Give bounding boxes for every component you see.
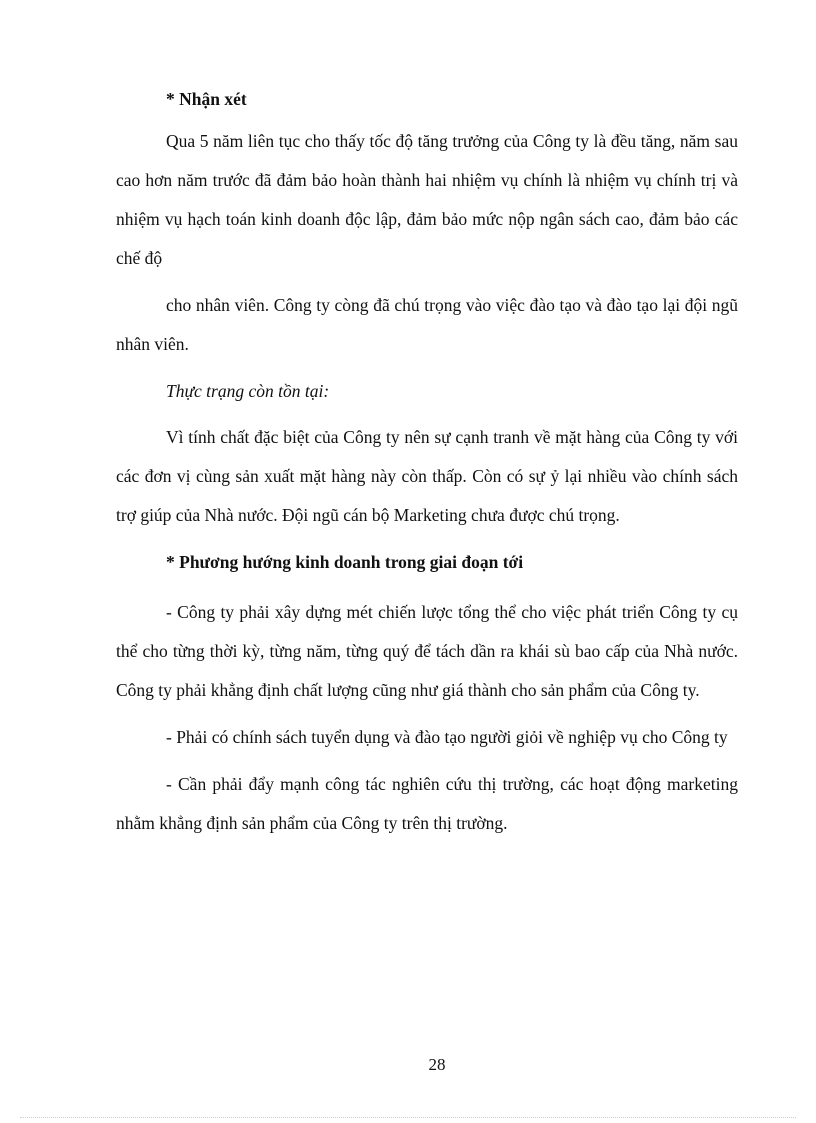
remark-heading: * Nhận xét bbox=[166, 89, 247, 109]
page-bottom-divider bbox=[20, 1117, 796, 1118]
direction-item-2: - Phải có chính sách tuyển dụng và đào tạo người giỏi về nghiệp vụ cho Công ty bbox=[166, 727, 728, 747]
remark-paragraph-1: Qua 5 năm liên tục cho thấy tốc độ tăng trưởng của Công ty là đều tăng, năm sau cao hơn năm trước đã đảm bảo hoàn thành hai nhiệm vụ chính là nhiệm vụ chính trị và nhiệm vụ hạch toán kinh doanh độc lập, đảm bảo mức nộp ngân sách cao, đảm bảo các chế độ bbox=[116, 131, 738, 268]
issues-heading: Thực trạng còn tồn tại: bbox=[166, 381, 330, 401]
page-body bbox=[116, 84, 738, 843]
direction-item-1: - Công ty phải xây dựng mét chiến lược tổng thể cho việc phát triển Công ty cụ thể cho từng thời kỳ, từng năm, từng quý để tách dần ra khái sù bao cấp của Nhà nước. Công ty phải khẳng định chất lượng cũng như giá thành cho sản phẩm của Công ty. bbox=[116, 602, 738, 700]
issues-paragraph: Vì tính chất đặc biệt của Công ty nên sự cạnh tranh về mặt hàng của Công ty với các đơn vị cùng sản xuất mặt hàng này còn thấp. Còn có sự ỷ lại nhiều vào chính sách trợ giúp của Nhà nước. Đội ngũ cán bộ Marketing chưa được chú trọng. bbox=[116, 427, 738, 525]
page-number: 28 bbox=[428, 1055, 446, 1074]
direction-item-3: - Cần phải đẩy mạnh công tác nghiên cứu thị trường, các hoạt động marketing nhằm khẳng định sản phẩm của Công ty trên thị trường. bbox=[116, 774, 738, 833]
remark-paragraph-2: cho nhân viên. Công ty còng đã chú trọng vào việc đào tạo và đào tạo lại đội ngũ nhân viên. bbox=[116, 295, 738, 354]
direction-heading: * Phương hướng kinh doanh trong giai đoạn tới bbox=[166, 552, 524, 572]
